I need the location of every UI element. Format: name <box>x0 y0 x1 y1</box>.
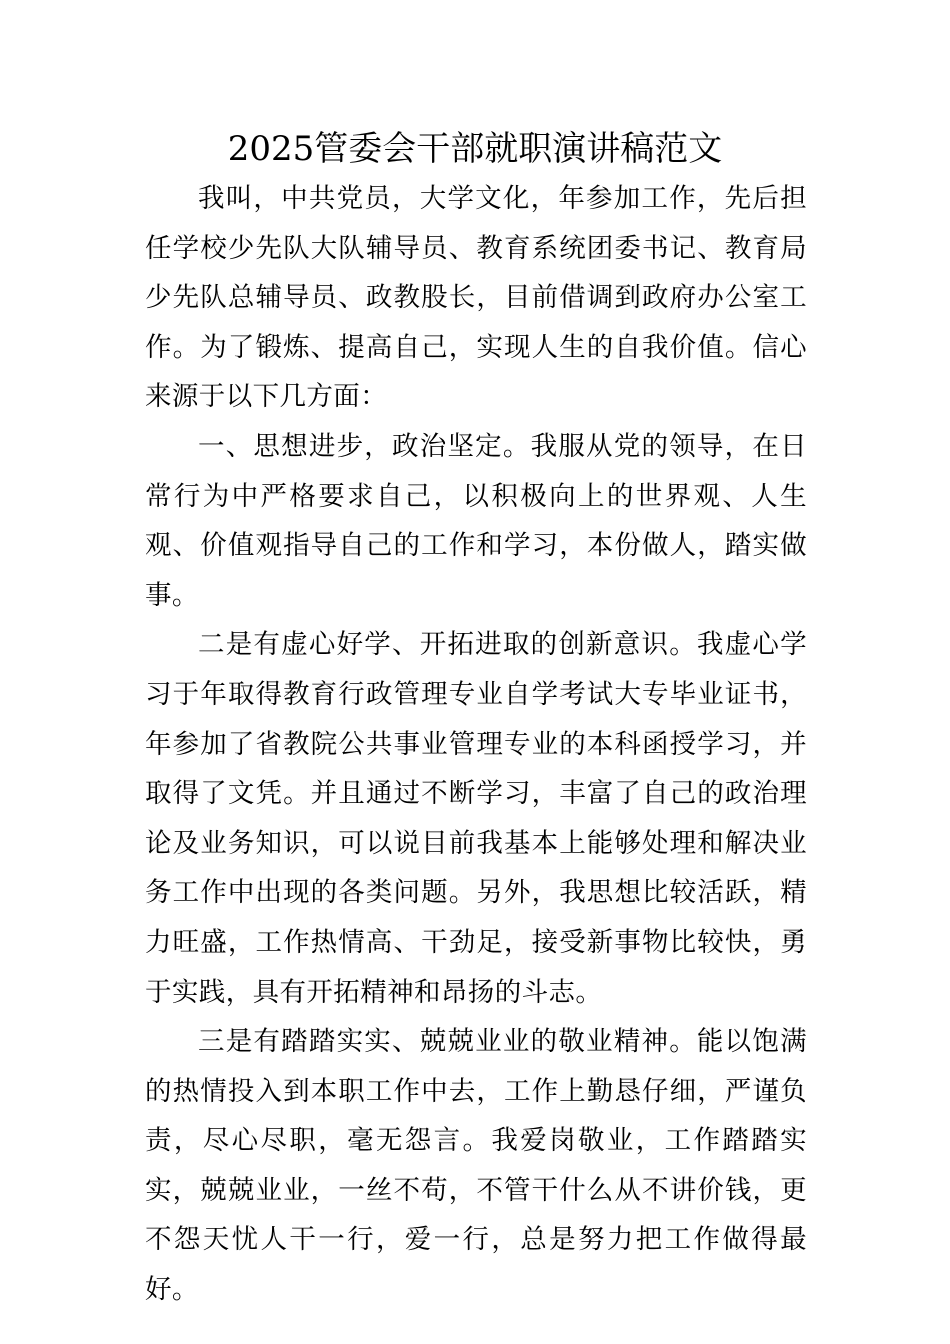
paragraph-point-one: 一、思想进步，政治坚定。我服从党的领导，在日常行为中严格要求自己，以积极向上的世界观、人生观、价值观指导自己的工作和学习，本份做人，踏实做事。 <box>145 430 807 611</box>
document-body <box>145 174 807 1315</box>
document-title: 2025管委会干部就职演讲稿范文 <box>227 129 723 169</box>
paragraph-intro: 我叫，中共党员，大学文化，年参加工作，先后担任学校少先队大队辅导员、教育系统团委书记、教育局少先队总辅导员、政教股长，目前借调到政府办公室工作。为了锻炼、提高自己，实现人生的自我价值。信心来源于以下几方面： <box>145 183 807 413</box>
paragraph-point-three: 三是有踏踏实实、兢兢业业的敬业精神。能以饱满的热情投入到本职工作中去，工作上勤恳仔细，严谨负责，尽心尽职，毫无怨言。我爱岗敬业，工作踏踏实实，兢兢业业，一丝不苟，不管干什么从不讲价钱，更不怨天忧人干一行，爱一行，总是努力把工作做得最好。 <box>145 1026 807 1306</box>
paragraph-point-two: 二是有虚心好学、开拓进取的创新意识。我虚心学习于年取得教育行政管理专业自学考试大专毕业证书，年参加了省教院公共事业管理专业的本科函授学习，并取得了文凭。并且通过不断学习，丰富了自己的政治理论及业务知识，可以说目前我基本上能够处理和解决业务工作中出现的各类问题。另外，我思想比较活跃，精力旺盛，工作热情高、干劲足，接受新事物比较快，勇于实践，具有开拓精神和昂扬的斗志。 <box>145 629 807 1008</box>
